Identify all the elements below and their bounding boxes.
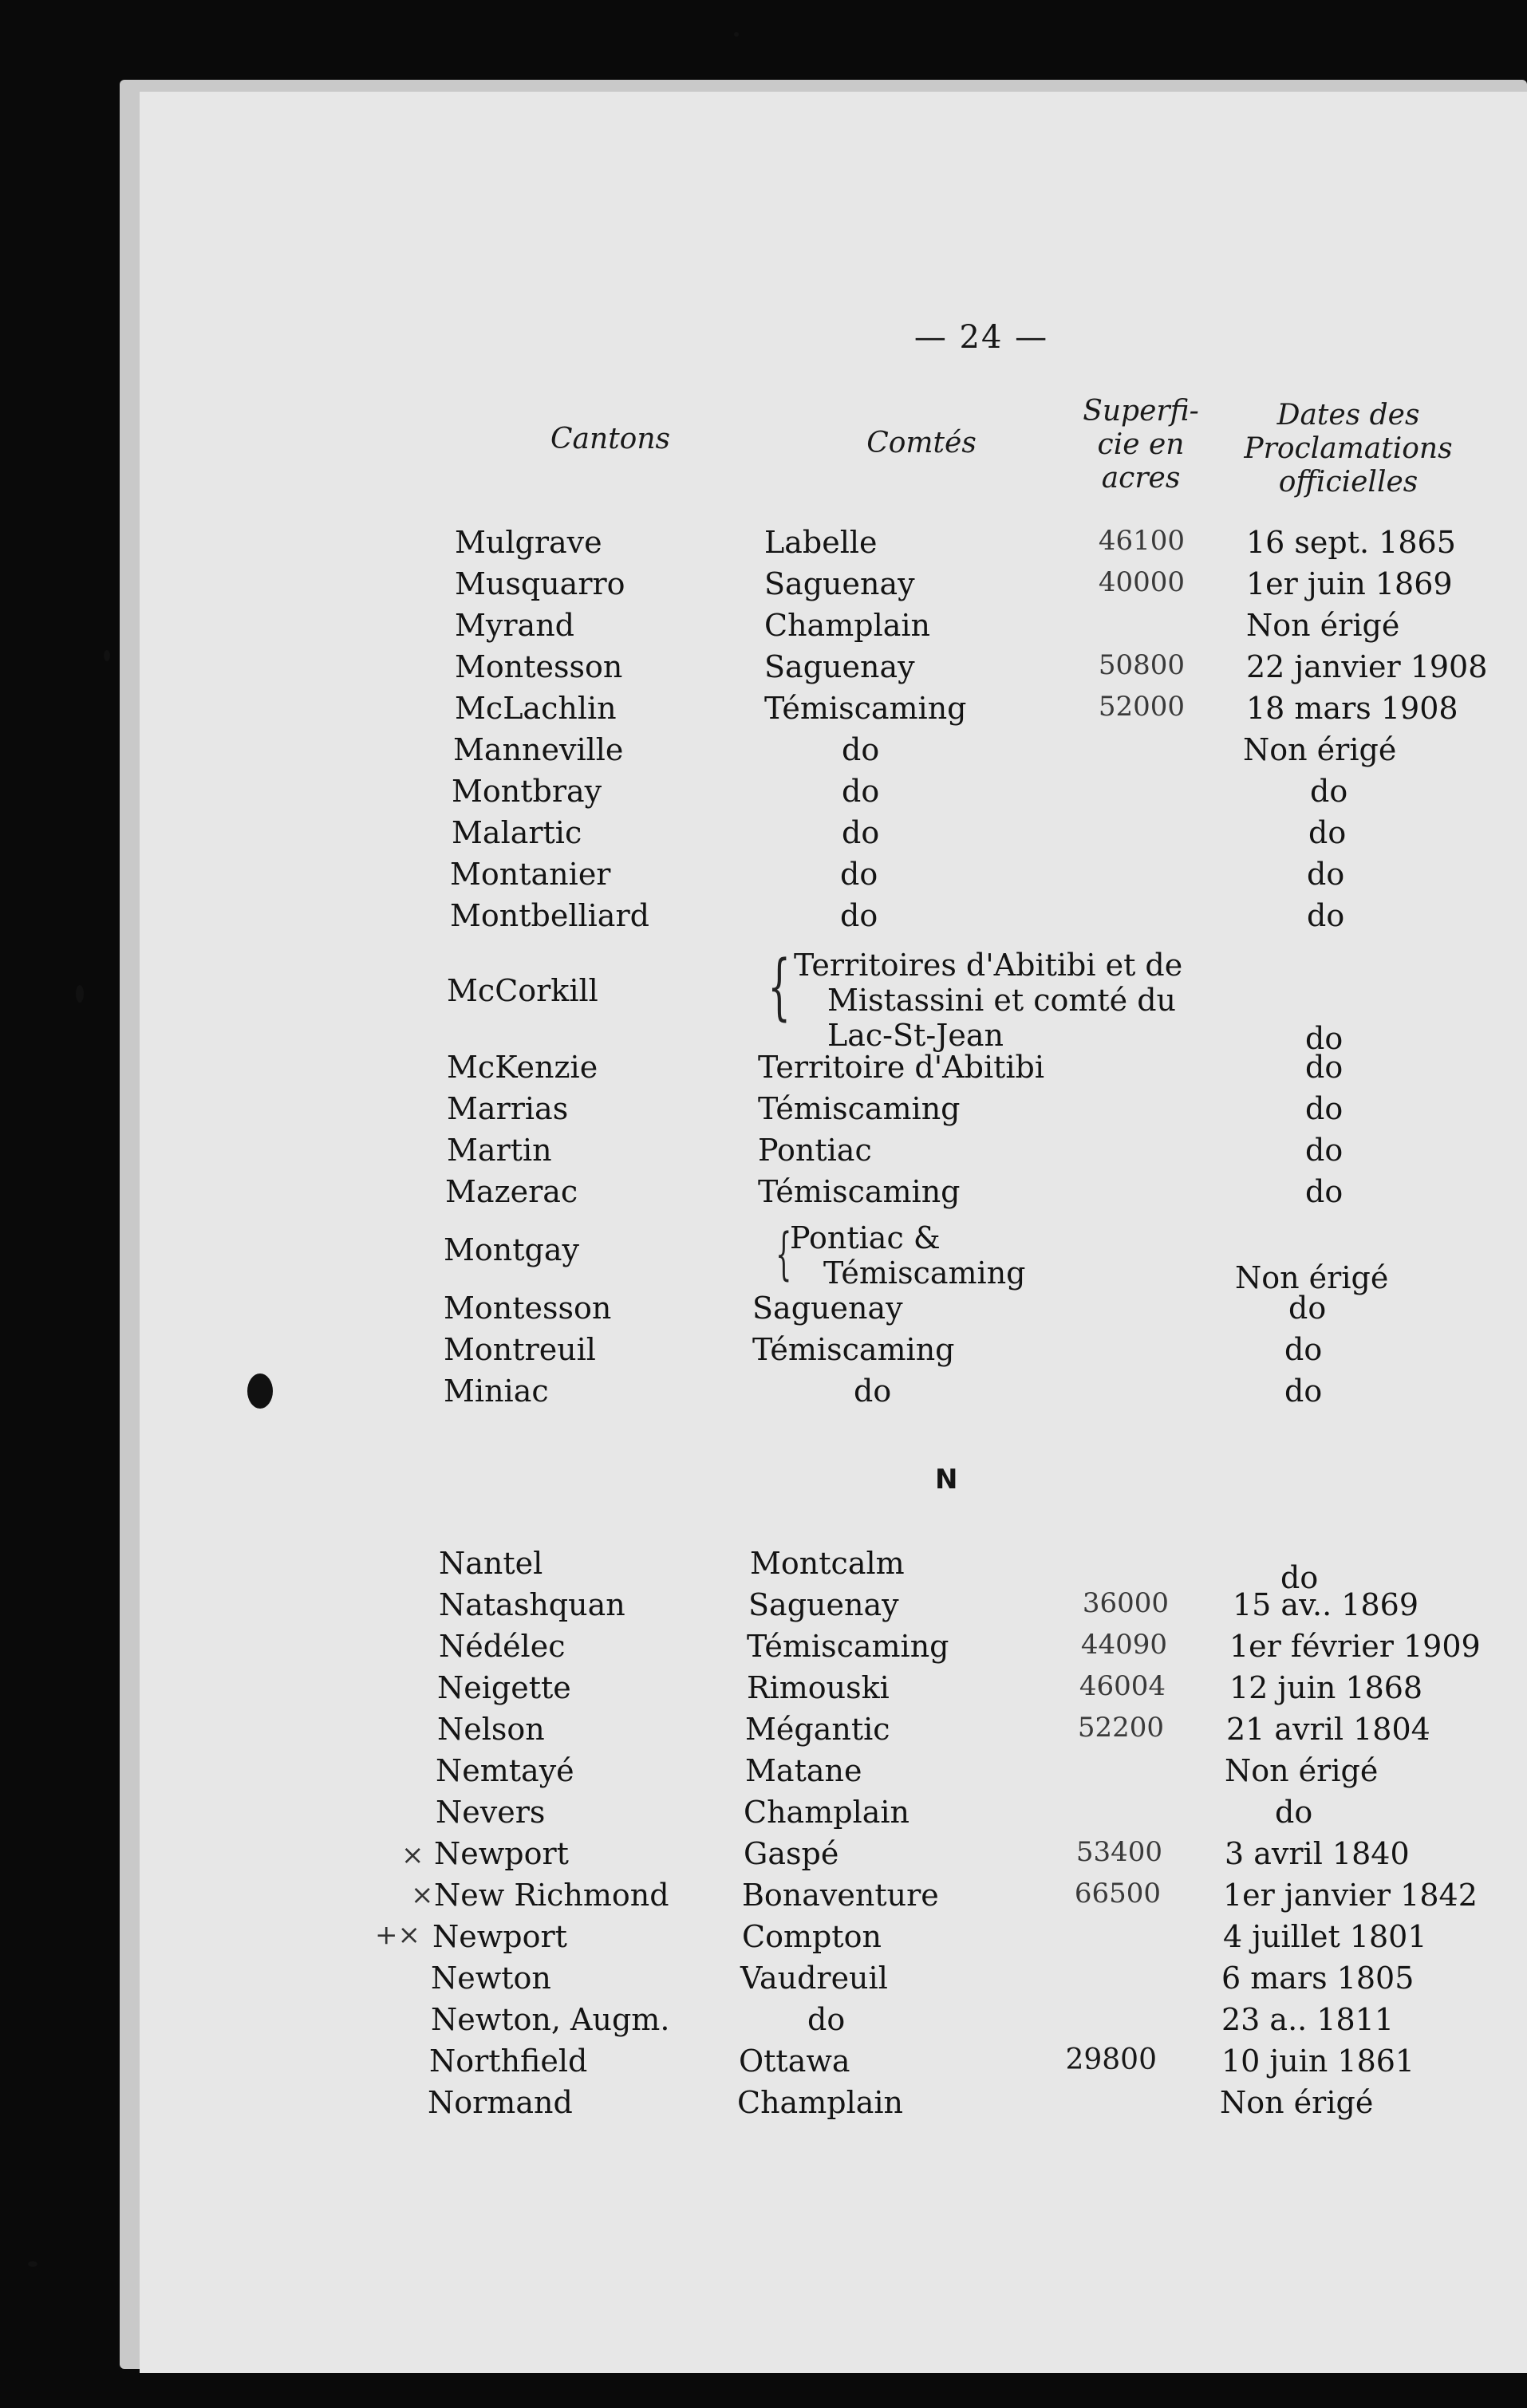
superficie-cell: 40000 — [1098, 566, 1185, 598]
superficie-cell: 46004 — [1079, 1670, 1166, 1702]
table-row — [0, 1373, 1527, 1413]
comte-cell: Bonaventure — [742, 1878, 939, 1913]
header-dates — [1229, 399, 1468, 499]
canton-cell: Newport — [434, 1836, 569, 1871]
table-row — [0, 1587, 1527, 1627]
comte-cell: Champlain — [764, 608, 930, 643]
superficie-cell: 46100 — [1098, 525, 1185, 557]
table-row — [0, 649, 1527, 689]
date-cell: do — [1305, 1133, 1344, 1168]
comte-cell: Gaspé — [744, 1836, 839, 1871]
comte-cell: Montcalm — [750, 1546, 905, 1581]
canton-cell: Northfield — [429, 2043, 588, 2079]
superficie-cell: 36000 — [1082, 1587, 1169, 1619]
date-cell: do — [1284, 1373, 1323, 1409]
comte-cell: Témiscaming — [752, 1332, 955, 1367]
date-cell: 22 janvier 1908 — [1246, 649, 1488, 684]
section-letter: N — [935, 1464, 958, 1496]
canton-cell: New Richmond — [434, 1878, 669, 1913]
header-dates-line: Proclamations — [1244, 432, 1453, 465]
table-row — [0, 1919, 1527, 1959]
table-row — [0, 2043, 1527, 2083]
date-cell: do — [1288, 1291, 1327, 1326]
canton-cell: Mazerac — [445, 1174, 578, 1209]
comte-cell: Champlain — [744, 1795, 909, 1830]
date-cell: Non érigé — [1220, 2085, 1374, 2120]
table-row — [0, 1629, 1527, 1669]
canton-cell: McCorkill — [447, 973, 598, 1008]
table-row — [0, 857, 1527, 897]
canton-cell: Montesson — [444, 1291, 612, 1326]
canton-cell: Nantel — [439, 1546, 543, 1581]
table-row — [0, 1133, 1527, 1172]
date-cell: 6 mars 1805 — [1221, 1961, 1415, 1996]
superficie-cell: 52000 — [1098, 691, 1185, 723]
date-cell: 18 mars 1908 — [1246, 691, 1458, 726]
table-row — [0, 566, 1527, 606]
date-cell: Non érigé — [1243, 732, 1397, 767]
date-cell: do — [1310, 774, 1348, 809]
canton-cell: Montanier — [450, 857, 611, 892]
table-row — [0, 1753, 1527, 1793]
table-row — [0, 1091, 1527, 1131]
comte-cell: do — [840, 898, 878, 933]
date-cell: 1er juin 1869 — [1246, 566, 1453, 601]
canton-cell: Montbelliard — [450, 898, 649, 933]
table-row — [0, 1546, 1527, 1595]
table-row — [0, 1712, 1527, 1752]
date-cell: do — [1305, 1050, 1344, 1085]
table-row — [0, 898, 1527, 938]
comte-line: Témiscaming — [823, 1255, 1026, 1291]
comte-cell: do — [842, 815, 880, 850]
table-row — [0, 1050, 1527, 1090]
comte-line: Mistassini et comté du — [827, 983, 1177, 1018]
comte-cell: Saguenay — [752, 1291, 903, 1326]
canton-cell: Montbray — [452, 774, 602, 809]
canton-cell: McKenzie — [447, 1050, 598, 1085]
date-cell: 15 av.. 1869 — [1233, 1587, 1418, 1622]
canton-cell: Martin — [447, 1133, 552, 1168]
comte-cell: Témiscaming — [764, 691, 967, 726]
comte-cell: do — [842, 774, 880, 809]
canton-cell: Montreuil — [444, 1332, 596, 1367]
comte-cell: do — [854, 1373, 892, 1409]
table-row — [0, 2002, 1527, 2042]
canton-cell: Malartic — [452, 815, 582, 850]
comte-cell: do — [807, 2002, 846, 2037]
date-cell: do — [1275, 1795, 1313, 1830]
header-superficie-line: cie en — [1097, 428, 1185, 461]
date-cell: do — [1307, 857, 1345, 892]
superficie-cell: 53400 — [1075, 1836, 1162, 1868]
date-cell: 16 sept. 1865 — [1246, 525, 1456, 560]
canton-cell: Miniac — [444, 1373, 549, 1409]
comte-cell: Pontiac — [758, 1133, 872, 1168]
handwritten-mark: +× — [375, 1919, 420, 1951]
table-row — [0, 1795, 1527, 1835]
comte-cell: Vaudreuil — [740, 1961, 888, 1996]
header-superficie — [1045, 395, 1237, 495]
table-row — [0, 525, 1527, 565]
canton-cell: Musquarro — [455, 566, 625, 601]
table-row — [0, 1332, 1527, 1372]
table-row — [0, 1174, 1527, 1214]
date-cell: do — [1280, 1560, 1319, 1595]
date-cell: do — [1305, 1091, 1344, 1126]
header-superficie-line: acres — [1101, 462, 1181, 495]
table-row — [0, 608, 1527, 648]
date-cell: Non érigé — [1225, 1753, 1379, 1788]
canton-cell: Nevers — [436, 1795, 546, 1830]
comte-line: Lac-St-Jean — [827, 1018, 1004, 1053]
table-row — [0, 1836, 1527, 1876]
table-row — [0, 1291, 1527, 1330]
canton-cell: Nédélec — [439, 1629, 566, 1664]
comte-line: Territoires d'Abitibi et de — [794, 948, 1183, 983]
date-cell: 4 juillet 1801 — [1223, 1919, 1427, 1954]
canton-cell: Newton — [431, 1961, 551, 1996]
table-row — [0, 691, 1527, 731]
table-row — [0, 1878, 1527, 1917]
comte-cell: do — [840, 857, 878, 892]
date-cell: 12 juin 1868 — [1229, 1670, 1423, 1705]
superficie-cell: 29800 — [1065, 2043, 1157, 2076]
canton-cell: Newport — [432, 1919, 567, 1954]
date-cell: do — [1308, 815, 1347, 850]
canton-cell: Myrand — [455, 608, 574, 643]
comte-cell: Saguenay — [764, 649, 915, 684]
canton-cell: Neigette — [437, 1670, 571, 1705]
canton-cell: McLachlin — [455, 691, 617, 726]
table-row — [0, 1961, 1527, 2000]
date-cell: 23 a.. 1811 — [1221, 2002, 1395, 2037]
date-cell: do — [1307, 898, 1345, 933]
date-cell: do — [1305, 1174, 1344, 1209]
canton-cell: Montgay — [444, 1232, 579, 1267]
brace-glyph: { — [767, 945, 791, 1029]
date-cell: 10 juin 1861 — [1221, 2043, 1415, 2079]
comte-cell: Témiscaming — [758, 1174, 961, 1209]
header-comtes: Comtés — [866, 427, 977, 459]
comte-cell: do — [842, 732, 880, 767]
table-row — [0, 973, 1527, 1013]
comte-cell: Matane — [745, 1753, 862, 1788]
canton-cell: Marrias — [447, 1091, 569, 1126]
table-row — [0, 815, 1527, 855]
comte-cell: Témiscaming — [758, 1091, 961, 1126]
comte-cell: Labelle — [764, 525, 878, 560]
canton-cell: Nelson — [437, 1712, 545, 1747]
dust-speck — [734, 32, 739, 37]
page-number: — 24 — — [913, 319, 1049, 356]
superficie-cell: 50800 — [1098, 649, 1185, 681]
comte-cell: Témiscaming — [747, 1629, 949, 1664]
date-cell: Non érigé — [1235, 1260, 1389, 1295]
canton-cell: Manneville — [453, 732, 624, 767]
header-dates-line: officielles — [1278, 466, 1418, 499]
header-cantons: Cantons — [550, 423, 670, 455]
superficie-cell: 66500 — [1074, 1878, 1161, 1909]
superficie-cell: 44090 — [1080, 1629, 1167, 1661]
brace-glyph: { — [775, 1221, 792, 1287]
table-row — [0, 774, 1527, 814]
date-cell: do — [1284, 1332, 1323, 1367]
handwritten-mark: × — [401, 1839, 424, 1871]
date-cell: 1er février 1909 — [1229, 1629, 1481, 1664]
header-dates-line: Dates des — [1276, 399, 1420, 432]
date-cell: 1er janvier 1842 — [1223, 1878, 1478, 1913]
date-cell: Non érigé — [1246, 608, 1400, 643]
canton-cell: Nemtayé — [436, 1753, 574, 1788]
table-row — [0, 1670, 1527, 1710]
comte-cell: Territoire d'Abitibi — [758, 1050, 1044, 1085]
table-row — [0, 2085, 1527, 2125]
comte-line: Pontiac & — [790, 1220, 941, 1255]
comte-cell: Mégantic — [745, 1712, 890, 1747]
superficie-cell: 52200 — [1077, 1712, 1164, 1744]
canton-cell: Newton, Augm. — [431, 2002, 670, 2037]
table-row — [0, 732, 1527, 772]
comte-cell: Saguenay — [764, 566, 915, 601]
comte-cell: Champlain — [737, 2085, 903, 2120]
date-cell: 3 avril 1840 — [1225, 1836, 1410, 1871]
comte-cell: Compton — [742, 1919, 882, 1954]
canton-cell: Natashquan — [439, 1587, 625, 1622]
comte-cell: Rimouski — [747, 1670, 890, 1705]
comte-cell: Saguenay — [748, 1587, 899, 1622]
handwritten-mark: × — [411, 1879, 434, 1911]
date-cell: do — [1305, 1021, 1344, 1056]
canton-cell: Montesson — [455, 649, 623, 684]
dust-speck — [28, 2261, 37, 2267]
canton-cell: Mulgrave — [455, 525, 602, 560]
date-cell: 21 avril 1804 — [1226, 1712, 1430, 1747]
canton-cell: Normand — [428, 2085, 573, 2120]
comte-cell: Ottawa — [739, 2043, 850, 2079]
header-superficie-line: Superfi- — [1083, 395, 1199, 428]
